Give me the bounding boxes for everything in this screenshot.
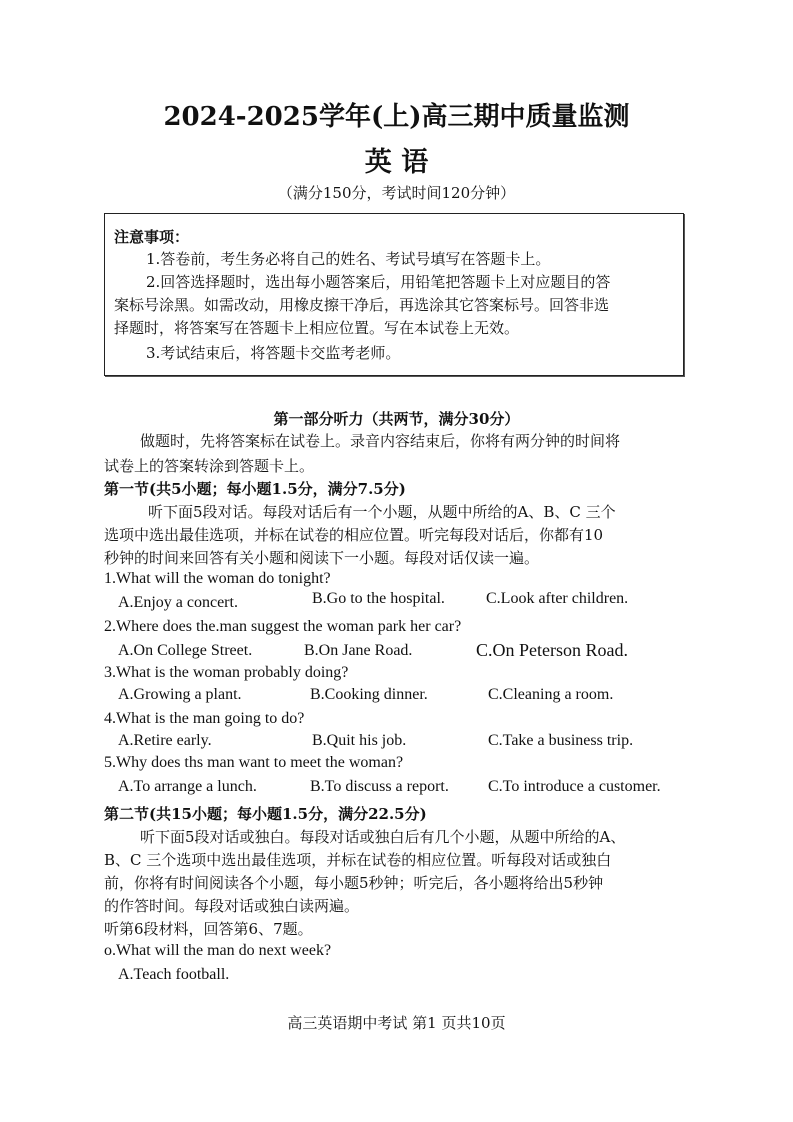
- option-a: A.Teach football.: [118, 966, 230, 983]
- option-b: B.To discuss a report.: [310, 778, 449, 795]
- option-a: A.Growing a plant.: [118, 686, 242, 703]
- section2-title: 第二节(共15小题；每小题1.5分，满分22.5分): [104, 805, 427, 823]
- notice-line: 1.答卷前，考生务必将自己的姓名、考试号填写在答题卡上。: [146, 250, 551, 268]
- question-1: 1.What will the woman do tonight?: [104, 570, 331, 587]
- option-c: C.On Peterson Road.: [476, 640, 628, 660]
- option-b: B.Cooking dinner.: [310, 686, 428, 703]
- option-a: A.To arrange a lunch.: [118, 778, 257, 795]
- option-b: B.Go to the hospital.: [312, 590, 445, 607]
- page-footer: 高三英语期中考试 第1 页共10页: [287, 1014, 506, 1032]
- notice-line: 择题时，将答案写在答题卡上相应位置。写在本试卷上无效。: [114, 319, 520, 337]
- question-4: 4.What is the man going to do?: [104, 710, 305, 727]
- section2-instruction: 前，你将有时间阅读各个小题，每小题5秒钟；听完后，各小题将给出5秒钟: [104, 874, 604, 892]
- subject-title: 英 语: [364, 147, 429, 178]
- notice-heading: 注意事项：: [114, 228, 190, 246]
- option-b: B.Quit his job.: [312, 732, 407, 749]
- section1-instruction: 秒钟的时间来回答有关小题和阅读下一小题。每段对话仅读一遍。: [104, 549, 540, 567]
- section2-instruction: 听下面5段对话或独白。每段对话或独白后有几个小题，从题中所给的A、: [140, 828, 626, 846]
- section1-title: 第一节(共5小题；每小题1.5分，满分7.5分): [104, 480, 406, 498]
- option-a: A.Enjoy a concert.: [118, 594, 238, 611]
- section2-instruction: B、C 三个选项中选出最佳选项，并标在试卷的相应位置。听每段对话或独白: [104, 851, 612, 869]
- question-3: 3.What is the woman probably doing?: [104, 664, 349, 681]
- part1-intro: 试卷上的答案转涂到答题卡上。: [104, 457, 315, 475]
- option-a: A.Retire early.: [118, 732, 212, 749]
- question-6: o.What will the man do next week?: [104, 942, 332, 959]
- material-6-instruction: 听第6段材料，回答第6、7题。: [104, 920, 313, 938]
- option-c: C.Take a business trip.: [488, 732, 634, 749]
- notice-line: 2.回答选择题时，选出每小题答案后，用铅笔把答题卡上对应题目的答: [146, 273, 611, 291]
- section1-instruction: 听下面5段对话。每段对话后有一个小题，从题中所给的A、B、C 三个: [148, 503, 616, 521]
- part1-title: 第一部分听力（共两节，满分30分）: [273, 410, 520, 428]
- option-c: C.Cleaning a room.: [488, 686, 614, 703]
- page-title: 2024-2025学年(上)高三期中质量监测: [163, 102, 630, 132]
- option-c: C.Look after children.: [486, 590, 629, 607]
- notice-line: 案标号涂黑。如需改动，用橡皮擦干净后，再选涂其它答案标号。回答非选: [114, 296, 610, 314]
- notice-line: 3.考试结束后，将答题卡交监考老师。: [146, 344, 401, 362]
- part1-intro: 做题时，先将答案标在试卷上。录音内容结束后，你将有两分钟的时间将: [140, 432, 621, 450]
- option-b: B.On Jane Road.: [304, 642, 413, 659]
- score-time-info: （满分150分，考试时间120分钟）: [277, 184, 516, 202]
- section2-instruction: 的作答时间。每段对话或独白读两遍。: [104, 897, 360, 915]
- section1-instruction: 选项中选出最佳选项，并标在试卷的相应位置。听完每段对话后，你都有10: [104, 526, 604, 544]
- question-2: 2.Where does the.man suggest the woman park her car?: [104, 618, 462, 635]
- option-a: A.On College Street.: [118, 642, 253, 659]
- question-5: 5.Why does ths man want to meet the woman?: [104, 754, 404, 771]
- option-c: C.To introduce a customer.: [488, 778, 661, 795]
